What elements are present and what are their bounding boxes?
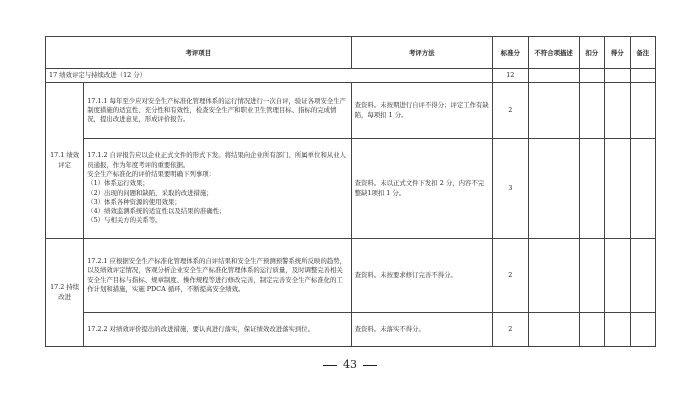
section-title: 17 绩效评定与持续改进（12 分）: [46, 69, 493, 83]
item-score: 2: [492, 239, 528, 313]
header-deduct: 扣分: [579, 37, 604, 69]
item-score: 2: [492, 83, 528, 139]
item-content: [84, 239, 351, 313]
footer-dash-left: [323, 365, 337, 366]
section-empty-cell: [630, 69, 656, 83]
content-line: （5）与相关方的关系等。: [87, 216, 162, 225]
content-line: 17.1.1 每年至少应对安全生产标准化管理体系的运行情况进行一次自评，验证各项安全生产制度措施的适宜性、充分性和有效性，检查安全生产和职业卫生管理目标、指标的完成情况，提出改进意见，形成评价报告。: [87, 96, 347, 124]
content-line: （1）体系运行效果；: [87, 179, 149, 188]
item-method: 查资料。未以正式文件下发扣 2 分，内容不完整缺1项扣 1 分。: [351, 139, 492, 239]
header-item: 考评项目: [46, 37, 352, 69]
content-line: 17.1.2 自评报告应以企业正式文件的形式下发。将结果向企业所有部门、所属单位和从业人员通报，作为年度考评的重要依据。: [87, 151, 347, 169]
item-content: [84, 83, 351, 139]
section-empty-cell: [528, 69, 579, 83]
non-conformity-cell: [528, 313, 579, 347]
table-row: [46, 139, 656, 239]
deduct-cell: [579, 83, 604, 139]
item-score: 3: [492, 139, 528, 239]
score-cell: [605, 83, 630, 139]
header-method: 考评方法: [351, 37, 492, 69]
section-row: [46, 69, 656, 83]
table-row: [46, 83, 656, 139]
item-method: 查资料。未按要求修订完善不得分。: [351, 239, 492, 313]
content-line: （3）体系各种资源的使用效果；: [87, 197, 181, 206]
item-content: [84, 139, 351, 239]
header-remark: 备注: [630, 37, 656, 69]
non-conformity-cell: [528, 139, 579, 239]
remark-cell: [630, 139, 656, 239]
header-score: 得分: [605, 37, 630, 69]
deduct-cell: [579, 313, 604, 347]
category-cell: 17.2 持续改进: [46, 239, 84, 347]
content-line: （4）绩效监测系统的适宜性以及结果的准确性；: [87, 207, 226, 216]
item-method: 查资料。未按期进行自评不得分；评定工作有缺陷，每项扣 1 分。: [351, 83, 492, 139]
page-number: 43: [343, 358, 357, 371]
item-content: [84, 313, 351, 347]
content-line: 安全生产标准化的评价结果要明确下列事项：: [87, 169, 216, 178]
deduct-cell: [579, 239, 604, 313]
remark-cell: [630, 239, 656, 313]
remark-cell: [630, 83, 656, 139]
footer-dash-right: [363, 365, 377, 366]
table-row: [46, 239, 656, 313]
section-empty-cell: [605, 69, 630, 83]
content-line: 17.2.2 对绩效评价提出的改进措施，要认真进行落实，保证绩效改进落实到位。: [87, 324, 315, 333]
non-conformity-cell: [528, 239, 579, 313]
score-cell: [605, 139, 630, 239]
table-row: [46, 313, 656, 347]
evaluation-table: [45, 36, 656, 347]
item-method: 查资料。未落实不得分。: [351, 313, 492, 347]
score-cell: [605, 239, 630, 313]
content-line: （2）出现的问题和缺陷，采取的改进措施；: [87, 188, 213, 197]
remark-cell: [630, 313, 656, 347]
deduct-cell: [579, 139, 604, 239]
header-standard-score: 标准分: [492, 37, 528, 69]
category-cell: 17.1 绩效评定: [46, 83, 84, 239]
section-empty-cell: [579, 69, 604, 83]
content-line: 17.2.1 应根据安全生产标准化管理体系的自评结果和安全生产预测预警系统所反映的趋势，以及绩效评定情况，客观分析企业安全生产标准化管理体系的运行质量，及时调整完善相关安全生产目标与指标、规章制度、操作规程等进行修改完善，制定完善安全生产标准化的工作计划和措施，实施 PDCA 循环，不断提高安全绩效。: [87, 256, 347, 293]
non-conformity-cell: [528, 83, 579, 139]
header-non-conformity: 不符合项描述: [528, 37, 579, 69]
score-cell: [605, 313, 630, 347]
table-header-row: [46, 37, 656, 69]
item-score: 2: [492, 313, 528, 347]
page-footer: [0, 358, 700, 371]
section-score: 12: [492, 69, 528, 83]
